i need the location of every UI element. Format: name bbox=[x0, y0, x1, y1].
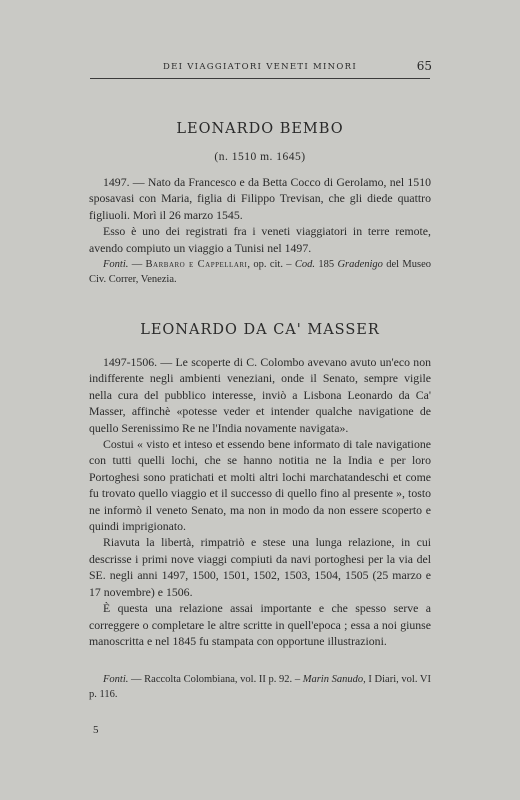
paragraph bbox=[89, 354, 431, 436]
sources-rest: del Museo Civ. Correr, Venezia. bbox=[89, 259, 432, 285]
entry-dates-bembo: (n. 1510 m. 1645) bbox=[214, 151, 306, 163]
sources-marin: Marin Sanudo, bbox=[302, 674, 366, 685]
sources-cod: Cod. bbox=[294, 259, 316, 270]
entry-body-masser bbox=[89, 354, 431, 649]
sources-cit: , op. cit. – bbox=[247, 259, 295, 270]
sources-rest: I Diari, vol. VI p. 116. bbox=[89, 674, 431, 700]
paragraph-text: — Nato da Francesco e da Betta Cocco di Gerolamo, nel 1510 sposavasi con Maria, figlia di Filippo Trevisan, che gli diede quattro figliuoli. Morì il 26 marzo 1545. bbox=[89, 175, 431, 222]
entry-title-bembo: LEONARDO BEMBO bbox=[176, 121, 344, 137]
sources-label: Fonti. bbox=[103, 674, 129, 685]
sources-authors: Barbaro e Cappellari bbox=[145, 259, 248, 270]
sources-text: — Raccolta Colombiana, vol. II p. 92. – bbox=[128, 674, 303, 685]
paragraph-text: — Le scoperte di C. Colombo avevano avuto un'eco non indifferente negli ambienti veneziani, onde il Senato, sempre vigile nella cura del pubblico interesse, inviò a Lisbona Leonardo da Ca' Masser, affinchè «potesse veder et intender qualche navigatione de quello Serenissimo Re ne l'India novamente navigata». bbox=[89, 355, 431, 435]
signature-mark: 5 bbox=[93, 724, 99, 736]
paragraph: È questa una relazione assai importante e che spesso serve a correggere o completare le altre scritte in quell'epoca ; essa a noi giunse manoscritta e nel 1845 fu stampata con opportune illustrazioni. bbox=[89, 601, 431, 648]
paragraph bbox=[89, 174, 431, 223]
sources-note-masser bbox=[89, 672, 431, 702]
sources-gradenigo: Gradenigo bbox=[337, 259, 383, 270]
sources-note-bembo bbox=[89, 257, 431, 287]
page-number: 65 bbox=[416, 59, 432, 73]
entry-year: 1497-1506. bbox=[103, 355, 158, 369]
entry-title-masser: LEONARDO DA CA' MASSER bbox=[140, 322, 380, 338]
paragraph: Riavuta la libertà, rimpatriò e stese una lunga relazione, in cui descrisse i primi nove viaggi compiuti da navi portoghesi per la via del SE. negli anni 1497, 1500, 1501, 1502, 1503, 1504, 1505 (25 marzo e 17 novembre) e 1506. bbox=[89, 535, 431, 599]
paragraph: Costui « visto et inteso et essendo bene informato di tale navigatione con tutti quelli lochi, che se hanno notitia ne la India e per loro Portoghesi sono pratichati et molti altri lochi marchatandeschi et come fu trovato quello viaggio et il successo di quello fino al presente », tosto ne informò il veneto Senato, ma non in modo da non essere scoperto e quindi imprigionato. bbox=[89, 437, 431, 534]
sources-label: Fonti. bbox=[103, 259, 129, 270]
sources-dash: — bbox=[128, 259, 146, 270]
entry-year: 1497. bbox=[103, 175, 130, 189]
header-rule bbox=[90, 78, 430, 79]
entry-body-bembo bbox=[89, 174, 431, 256]
sources-num: 185 bbox=[315, 259, 338, 270]
paragraph: Esso è uno dei registrati fra i veneti viaggiatori in terre remote, avendo compiuto un viaggio a Tunisi nel 1497. bbox=[89, 224, 431, 255]
running-title: DEI VIAGGIATORI VENETI MINORI bbox=[162, 62, 358, 72]
